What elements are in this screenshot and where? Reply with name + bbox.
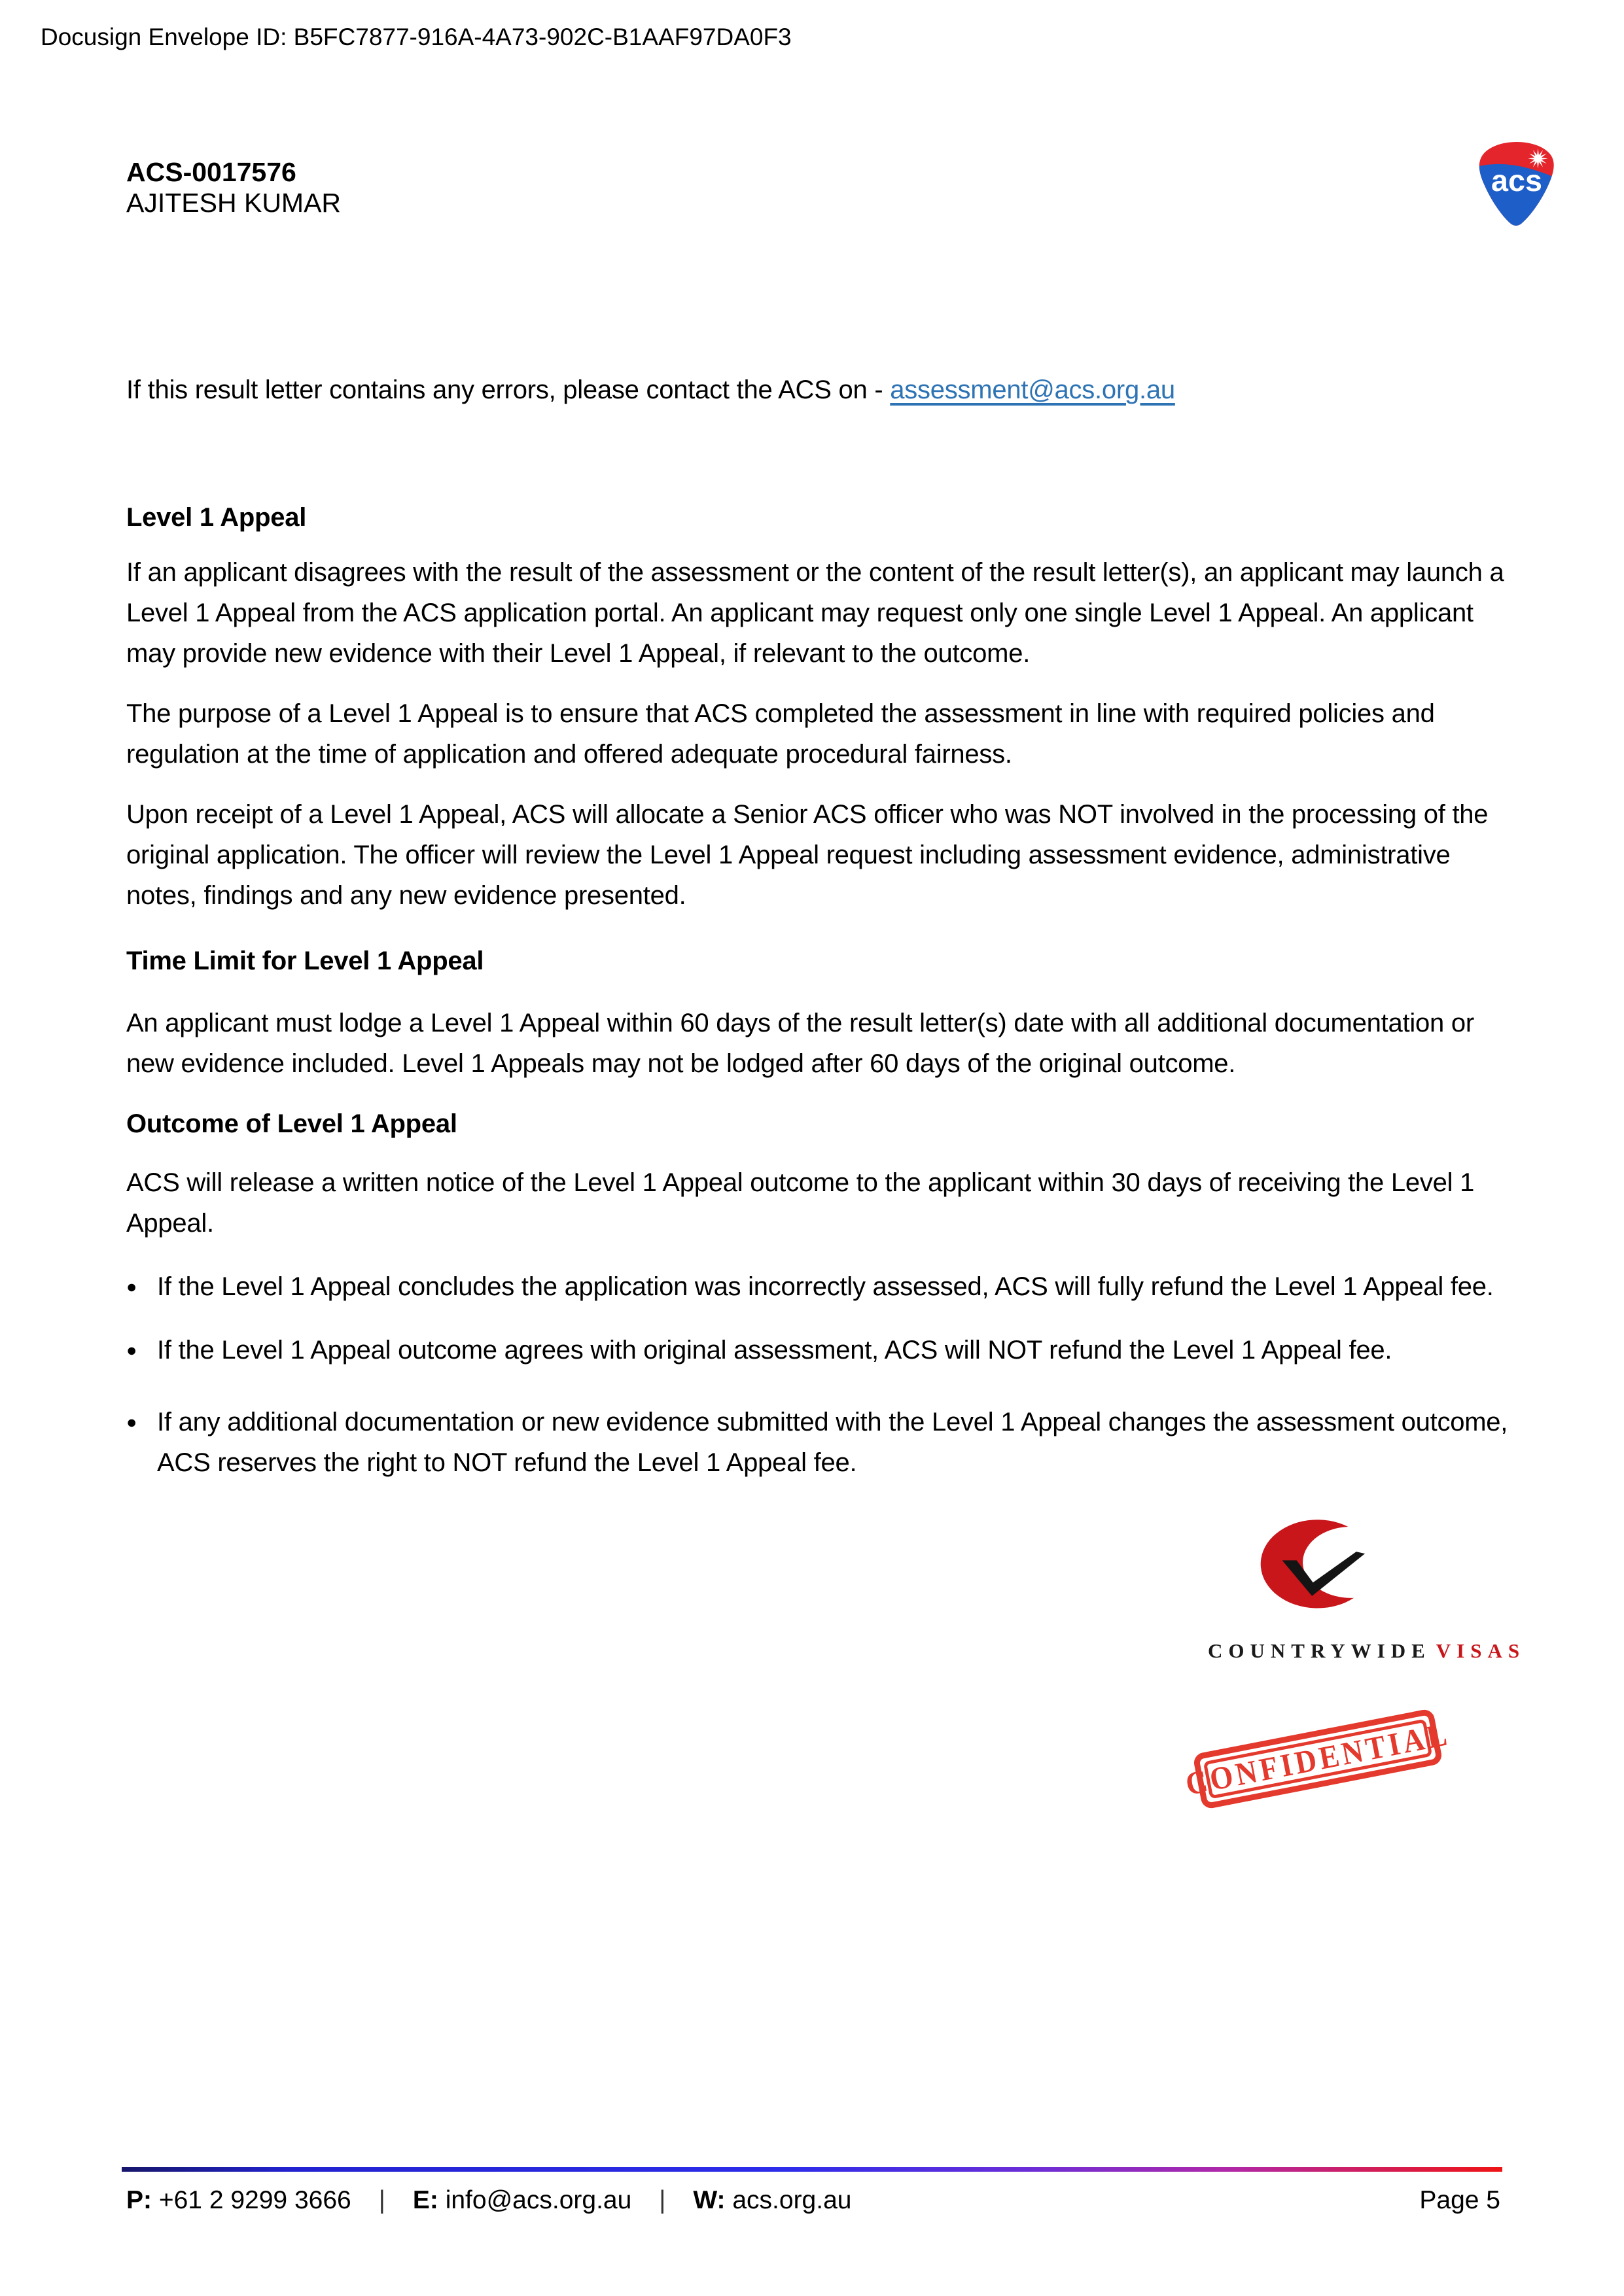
phone-label: P: — [126, 2186, 152, 2214]
acs-logo — [1474, 139, 1559, 230]
countrywide-visas-emblem-icon — [1236, 1512, 1400, 1635]
docusign-envelope-id: Docusign Envelope ID: B5FC7877-916A-4A73-902C-B1AAF97DA0F3 — [41, 24, 792, 50]
applicant-name: AJITESH KUMAR — [126, 188, 342, 218]
web-value: acs.org.au — [732, 2186, 852, 2214]
heading-level1-appeal: Level 1 Appeal — [126, 503, 307, 532]
bullet-text: If any additional documentation or new evidence submitted with the Level 1 Appeal changes the assessment outcome, ACS reserves the right to NOT refund the Level 1 Appeal fee. — [157, 1408, 1508, 1477]
countrywide-visas-logo — [1208, 1512, 1526, 1663]
contact-line — [126, 370, 1515, 410]
list-item — [126, 1330, 1515, 1370]
confidential-stamp-text: CONFIDENTIAL — [1182, 1715, 1453, 1803]
list-item — [126, 1402, 1515, 1483]
appeal-paragraph-1: If an applicant disagrees with the result of the assessment or the content of the result letter(s), an applicant may launch a Level 1 Appeal from the ACS application portal. An applicant may request only one single Level 1 Appeal. An applicant may provide new evidence with their Level 1 Appeal, if relevant to the outcome. — [126, 558, 1504, 668]
footer-separator: | — [378, 2186, 385, 2214]
bullet-icon: ● — [126, 1412, 137, 1432]
footer-phone — [126, 2186, 351, 2215]
footer — [126, 2186, 1500, 2215]
email-value: info@acs.org.au — [445, 2186, 632, 2214]
email-label: E: — [412, 2186, 438, 2214]
bullet-text: If the Level 1 Appeal outcome agrees with original assessment, ACS will NOT refund the Level 1 Appeal fee. — [157, 1336, 1392, 1365]
web-label: W: — [693, 2186, 726, 2214]
bullet-icon: ● — [126, 1277, 137, 1296]
appeal-paragraph-2: The purpose of a Level 1 Appeal is to ensure that ACS completed the assessment in line with required policies and regulation at the time of application and offered adequate procedural fairness. — [126, 699, 1435, 769]
confidential-stamp — [1182, 1708, 1453, 1810]
page-number: Page 5 — [1419, 2186, 1500, 2214]
acs-logo-icon — [1474, 139, 1559, 230]
reference-block — [126, 157, 341, 218]
time-limit-paragraph: An applicant must lodge a Level 1 Appeal within 60 days of the result letter(s) date with all additional documentation or new evidence included. Level 1 Appeals may not be lodged after 60 days of the original outcome. — [126, 1009, 1474, 1078]
assessment-email-link[interactable]: assessment@acs.org.au — [890, 375, 1175, 404]
outcome-bullet-list — [126, 1266, 1515, 1483]
footer-divider — [122, 2167, 1502, 2172]
countrywide-visas-wordmark — [1208, 1639, 1526, 1663]
footer-email — [413, 2186, 631, 2215]
heading-outcome: Outcome of Level 1 Appeal — [126, 1109, 457, 1138]
heading-time-limit: Time Limit for Level 1 Appeal — [126, 947, 484, 975]
list-item — [126, 1266, 1515, 1307]
footer-web — [693, 2186, 851, 2215]
countrywide-text: COUNTRYWIDE — [1208, 1639, 1431, 1662]
reference-number: ACS-0017576 — [126, 157, 296, 187]
phone-value: +61 2 9299 3666 — [158, 2186, 351, 2214]
letter-body — [126, 370, 1515, 1506]
contact-text: If this result letter contains any errors, please contact the ACS on - — [126, 375, 891, 404]
bullet-icon: ● — [126, 1340, 137, 1360]
bullet-text: If the Level 1 Appeal concludes the application was incorrectly assessed, ACS will fully refund the Level 1 Appeal fee. — [157, 1272, 1494, 1301]
acs-logo-text: acs — [1491, 164, 1542, 198]
outcome-paragraph: ACS will release a written notice of the Level 1 Appeal outcome to the applicant within 30 days of receiving the Level 1 Appeal. — [126, 1168, 1475, 1238]
footer-separator: | — [659, 2186, 666, 2214]
visas-text: VISAS — [1436, 1639, 1526, 1662]
appeal-paragraph-3: Upon receipt of a Level 1 Appeal, ACS will allocate a Senior ACS officer who was NOT involved in the processing of the original application. The officer will review the Level 1 Appeal request including assessment evidence, administrative notes, findings and any new evidence presented. — [126, 800, 1489, 910]
